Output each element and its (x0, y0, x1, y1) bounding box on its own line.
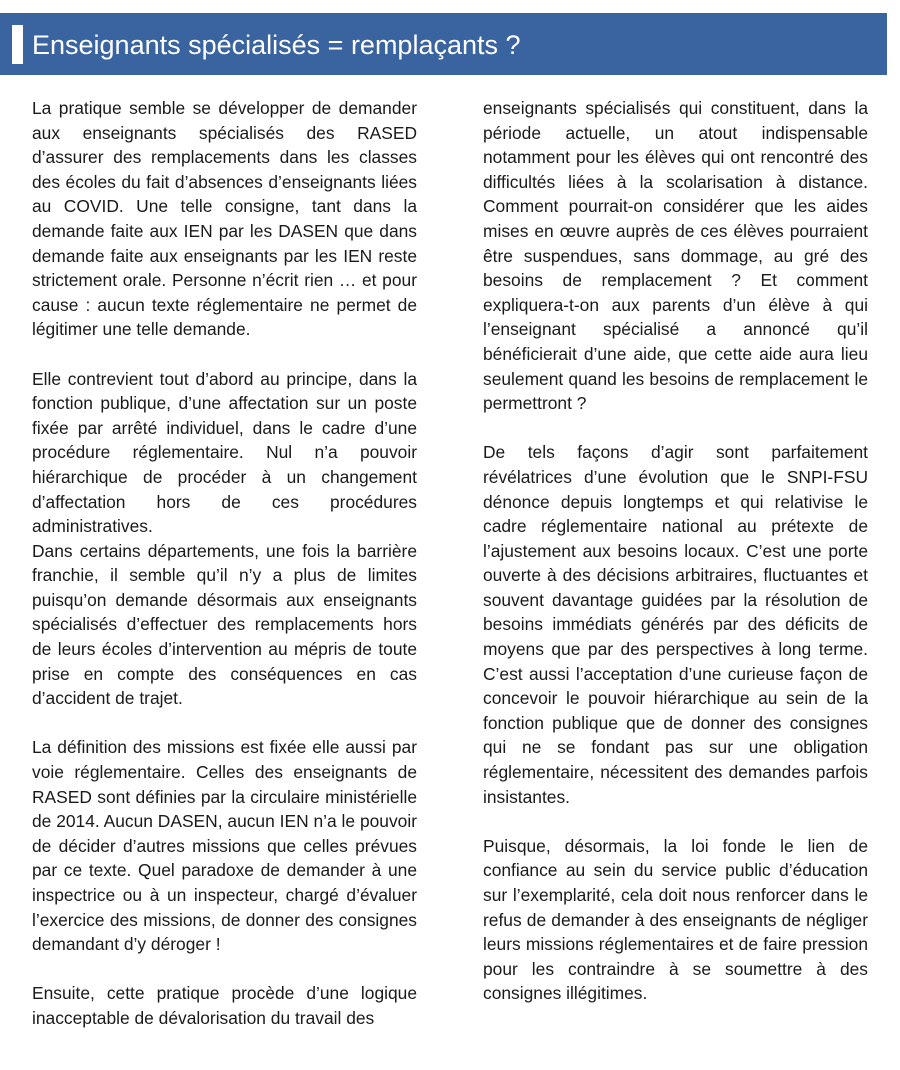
header-accent-marker (12, 25, 23, 64)
paragraph: La définition des missions est fixée elle aussi par voie réglementaire. Celles des enseignants de RASED sont définies par la circulaire ministérielle de 2014. Aucun DASEN, aucun IEN n’a le pouvoir de décider d’autres missions que celles prévues par ce texte. Quel paradoxe de demander à une inspectrice ou à un inspecteur, chargé d’évaluer l’exercice des missions, de donner des consignes demandant d’y déroger ! (32, 737, 417, 955)
paragraph: enseignants spécialisés qui constituent, dans la période actuelle, un atout indispensable notamment pour les élèves qui ont rencontré des difficultés liées à la scolarisation à distance. Comment pourrait-on considérer que les aides mises en œuvre auprès de ces élèves pourraient être suspendues, sans dommage, au gré des besoins de remplacement ? Et comment expliquera-t-on aux parents d’un élève à qui l’enseignant spécialisé a annoncé qu’il bénéficierait d’une aide, que cette aide aura lieu seulement quand les besoins de remplacement le permettront ? (483, 98, 868, 414)
paragraph: Elle contrevient tout d’abord au principe, dans la fonction publique, d’une affectation sur un poste fixée par arrêté individuel, dans le cadre d’une procédure réglementaire. Nul n’a pouvoir hiérarchique de procéder à un changement d’affectation hors de ces procédures administratives. (32, 368, 417, 537)
paragraph: Dans certains départements, une fois la barrière franchie, il semble qu’il n’y a plus de limites puisqu’on demande désormais aux enseignants spécialisés d’effectuer des remplacements hors de leurs écoles d’intervention au mépris de toute prise en compte des conséquences en cas d’accident de trajet. (32, 540, 417, 709)
paragraph: Ensuite, cette pratique procède d’une logique inacceptable de dévalorisation du travail des (32, 983, 417, 1028)
paragraph: De tels façons d’agir sont parfaitement révélatrices d’une évolution que le SNPI-FSU dénonce depuis longtemps et qui relativise le cadre réglementaire national au prétexte de l’ajustement aux besoins locaux. C’est une porte ouverte à des décisions arbitraires, fluctuantes et souvent davantage guidées par la résolution de besoins immédiats générés par des déficits de moyens que par des perspectives à long terme. C’est aussi l’acceptation d’une curieuse façon de concevoir le pouvoir hiérarchique au sein de la fonction publique que de donner des consignes qui ne se fondant pas sur une obligation réglementaire, nécessitent des demandes parfois insistantes. (483, 442, 868, 807)
paragraph: Puisque, désormais, la loi fonde le lien de confiance au sein du service public d’éducation sur l’exemplarité, cela doit nous renforcer dans le refus de demander à des enseignants de négliger leurs missions réglementaires et de faire pression pour les contraindre à se soumettre à des consignes illégitimes. (483, 835, 868, 1004)
header-bar (0, 13, 887, 75)
page-title: Enseignants spécialisés = remplaçants ? (32, 30, 521, 60)
left-column (32, 96, 417, 1031)
paragraph: La pratique semble se développer de demander aux enseignants spécialisés des RASED d’assurer des remplacements dans les classes des écoles du fait d’absences d’enseignants liées au COVID. Une telle consigne, tant dans la demande faite aux IEN par les DASEN que dans demande faite aux enseignants par les IEN reste strictement orale. Personne n’écrit rien … et pour cause : aucun texte réglementaire ne permet de légitimer une telle demande. (32, 98, 417, 340)
right-column (483, 96, 868, 1006)
